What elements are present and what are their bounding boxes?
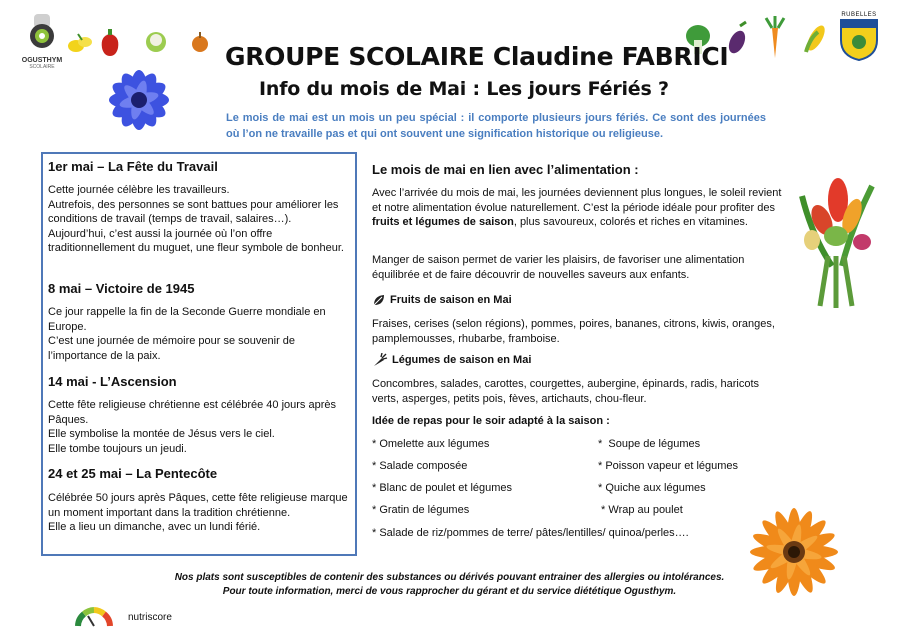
blue-flower-image — [96, 62, 182, 138]
vegetables-left-icons — [66, 26, 216, 58]
section-title-8mai: 8 mai – Victoire de 1945 — [48, 281, 195, 296]
section-title-pentecote: 24 et 25 mai – La Pentecôte — [48, 466, 218, 481]
meal-item: * Soupe de légumes — [598, 438, 701, 450]
carrot-icon — [766, 16, 784, 58]
body-line: Autrefois, des personnes se sont battues pour améliorer les conditions de travail (temps de travail, salaires…). — [48, 198, 339, 226]
body-line: Aujourd’hui, c’est aussi la journée où l’on offre traditionnellement du muguet, une fleur symbole de bonheur. — [48, 227, 344, 255]
body-line: Cette journée célèbre les travailleurs. — [48, 184, 230, 196]
rubelles-crest — [839, 12, 879, 67]
body-line: Elle tombe toujours un jeudi. — [48, 442, 187, 455]
food-heading: Le mois de mai en lien avec l’alimentation : — [372, 162, 639, 177]
coat-of-arms-icon — [839, 18, 879, 62]
logo-subtext: SCOLAIRE — [29, 64, 55, 70]
food-paragraph-1 — [372, 186, 784, 230]
meals-title: Idée de repas pour le soir adapté à la saison : — [372, 415, 610, 427]
logo-text: OGUSTHYM — [21, 57, 63, 64]
fruits-title-text: Fruits de saison en Mai — [390, 294, 512, 306]
nutriscore-gauge-icon — [74, 602, 114, 632]
body-line: Célébrée 50 jours après Pâques, cette fête religieuse marque un moment important dans la tradition chrétienne. — [48, 492, 348, 519]
page-title: GROUPE SCOLAIRE Claudine FABRICI — [225, 42, 729, 71]
section-body-14mai — [48, 398, 348, 456]
meal-item: * Omelette aux légumes — [372, 438, 490, 450]
footer-line: Pour toute information, merci de vous rapprocher du gérant et du service diététique Ogusthym. — [222, 586, 677, 597]
vegetables-title-text: Légumes de saison en Mai — [392, 354, 532, 366]
vegetable-bouquet-image — [792, 176, 884, 312]
corn-icon — [804, 23, 828, 53]
lemons-icon — [68, 34, 92, 52]
section-title-14mai: 14 mai - L’Ascension — [48, 374, 177, 389]
onion-icon — [192, 32, 208, 52]
nutriscore-label: nutriscore — [128, 612, 172, 623]
fruits-title — [372, 293, 512, 307]
fruits-text: Fraises, cerises (selon régions), pommes, poires, bananes, citrons, kiwis, oranges, pamplemousses, rhubarbe, framboise. — [372, 318, 775, 345]
section-title-1mai: 1er mai – La Fête du Travail — [48, 159, 218, 174]
crest-text: RUBELLES — [841, 12, 877, 18]
chef-hat-logo-icon — [20, 12, 64, 52]
body-line: C’est une journée de mémoire pour se souvenir de l’importance de la paix. — [48, 335, 296, 362]
para-text: , plus savoureux, colorés et riches en vitamines. — [513, 216, 748, 229]
section-body-1mai — [48, 183, 348, 256]
meal-item: * Blanc de poulet et légumes — [372, 482, 513, 494]
section-body-pentecote — [48, 491, 348, 535]
vegetables-text: Concombres, salades, carottes, courgettes, aubergine, épinards, radis, haricots verts, asperges, petits pois, fèves, artichauts, chou-fleur. — [372, 378, 760, 405]
allergy-footer — [0, 571, 899, 599]
body-line: Elle symbolise la montée de Jésus vers le ciel. — [48, 428, 275, 441]
cauliflower-icon — [146, 32, 166, 52]
para-bold: fruits et légumes de saison — [372, 216, 514, 229]
body-line: Ce jour rappelle la fin de la Seconde Guerre mondiale en Europe. — [48, 306, 326, 333]
leaf-icon — [372, 293, 386, 307]
meal-item: * Gratin de légumes — [372, 504, 470, 516]
meal-item: * Quiche aux légumes — [598, 482, 706, 494]
food-paragraph-2: Manger de saison permet de varier les plaisirs, de favoriser une alimentation équilibrée et de faire découvrir de nouvelles saveurs aux enfants. — [372, 254, 745, 281]
pepper-icon — [102, 29, 119, 56]
meal-item: * Salade composée — [372, 460, 468, 472]
carrot-outline-icon — [372, 353, 388, 367]
page-subtitle: Info du mois de Mai : Les jours Fériés ? — [259, 78, 669, 100]
intro-text: Le mois de mai est un mois un peu spécial : il comporte plusieurs jours fériés. Ce sont des journées où l’on ne travaille pas et qui ont souvent une signification historique ou religieuse. — [226, 112, 766, 140]
meal-item: * Poisson vapeur et légumes — [598, 460, 739, 472]
section-body-8mai — [48, 305, 348, 363]
vegetables-title — [372, 353, 531, 367]
ogusthym-logo — [20, 12, 64, 70]
body-line: Elle a lieu un dimanche, avec un lundi férié. — [48, 521, 261, 534]
footer-line: Nos plats sont susceptibles de contenir des substances ou dérivés pouvant entrainer des allergies ou intolérances. — [174, 572, 725, 583]
para-text: Avec l’arrivée du mois de mai, les journées deviennent plus longues, le soleil revient et notre alimentation évolue naturellement. C’est la période idéale pour profiter des — [372, 187, 782, 214]
meal-item: * Wrap au poulet — [598, 504, 683, 516]
body-line: Cette fête religieuse chrétienne est célébrée 40 jours après Pâques. — [48, 399, 337, 426]
meal-item-last: * Salade de riz/pommes de terre/ pâtes/lentilles/ quinoa/perles…. — [372, 527, 689, 539]
eggplant-icon — [726, 22, 749, 56]
